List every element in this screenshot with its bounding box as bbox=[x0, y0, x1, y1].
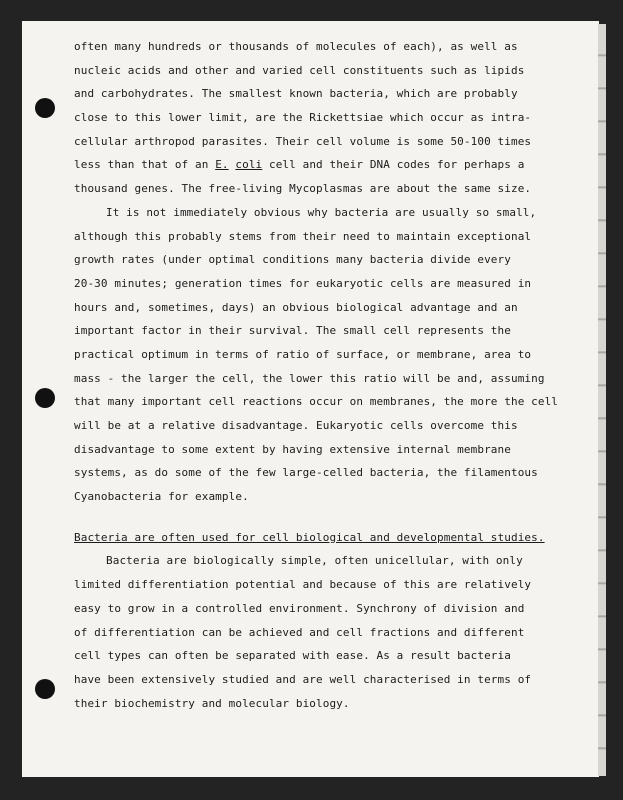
text-line: close to this lower limit, are the Rickettsiae which occur as intra- bbox=[74, 111, 532, 125]
text-line: 20-30 minutes; generation times for eukaryotic cells are measured in bbox=[74, 276, 532, 290]
text-line: limited differentiation potential and because of this are relatively bbox=[74, 578, 532, 592]
text-line: their biochemistry and molecular biology. bbox=[74, 696, 350, 710]
paragraph-3 bbox=[74, 549, 544, 715]
text-fragment: cell and their DNA codes for perhaps a bbox=[262, 158, 525, 172]
text-line: Cyanobacteria for example. bbox=[74, 490, 249, 504]
text-line: hours and, sometimes, days) an obvious biological advantage and an bbox=[74, 300, 518, 314]
punch-hole-top bbox=[35, 98, 55, 118]
text-line: of differentiation can be achieved and cell fractions and different bbox=[74, 625, 525, 639]
text-line: nucleic acids and other and varied cell constituents such as lipids bbox=[74, 63, 525, 77]
text-line: will be at a relative disadvantage. Eukaryotic cells overcome this bbox=[74, 419, 518, 432]
section-heading: Bacteria are often used for cell biological and developmental studies. bbox=[74, 530, 545, 544]
text-line: often many hundreds or thousands of molecules of each), as well as bbox=[74, 40, 518, 53]
text-line: easy to grow in a controlled environment. Synchrony of division and bbox=[74, 601, 525, 615]
text-line: cell types can often be separated with ease. As a result bacteria bbox=[74, 649, 511, 663]
text-line: disadvantage to some extent by having extensive internal membrane bbox=[74, 442, 511, 456]
text-line: Bacteria are biologically simple, often unicellular, with only bbox=[106, 554, 523, 568]
document-body bbox=[74, 35, 559, 715]
species-name: coli bbox=[235, 158, 263, 172]
page-stack-edge bbox=[598, 24, 606, 776]
punch-hole-middle bbox=[35, 388, 55, 408]
text-line: cellular arthropod parasites. Their cell volume is some 50-100 times bbox=[74, 134, 532, 148]
punch-hole-bottom bbox=[35, 679, 55, 699]
paragraph-2 bbox=[74, 201, 559, 509]
text-line bbox=[74, 153, 544, 177]
text-line: have been extensively studied and are well characterised in terms of bbox=[74, 672, 532, 686]
text-line: practical optimum in terms of ratio of surface, or membrane, area to bbox=[74, 347, 532, 361]
text-line: although this probably stems from their need to maintain exceptional bbox=[74, 229, 532, 243]
text-line: important factor in their survival. The small cell represents the bbox=[74, 324, 511, 338]
text-line: systems, as do some of the few large-celled bacteria, the filamentous bbox=[74, 466, 538, 480]
species-genus: E. bbox=[215, 158, 229, 172]
text-line: mass - the larger the cell, the lower this ratio will be and, assuming bbox=[74, 371, 545, 385]
text-line: that many important cell reactions occur on membranes, the more the cell bbox=[74, 395, 559, 409]
text-fragment: less than that of an bbox=[74, 158, 216, 172]
text-line: and carbohydrates. The smallest known bacteria, which are probably bbox=[74, 87, 518, 101]
text-line: It is not immediately obvious why bacteria are usually so small, bbox=[106, 205, 537, 219]
section-spacer bbox=[74, 509, 544, 526]
text-line: thousand genes. The free-living Mycoplasmas are about the same size. bbox=[74, 182, 532, 196]
paragraph-1 bbox=[74, 35, 544, 201]
text-line: growth rates (under optimal conditions many bacteria divide every bbox=[74, 253, 511, 267]
